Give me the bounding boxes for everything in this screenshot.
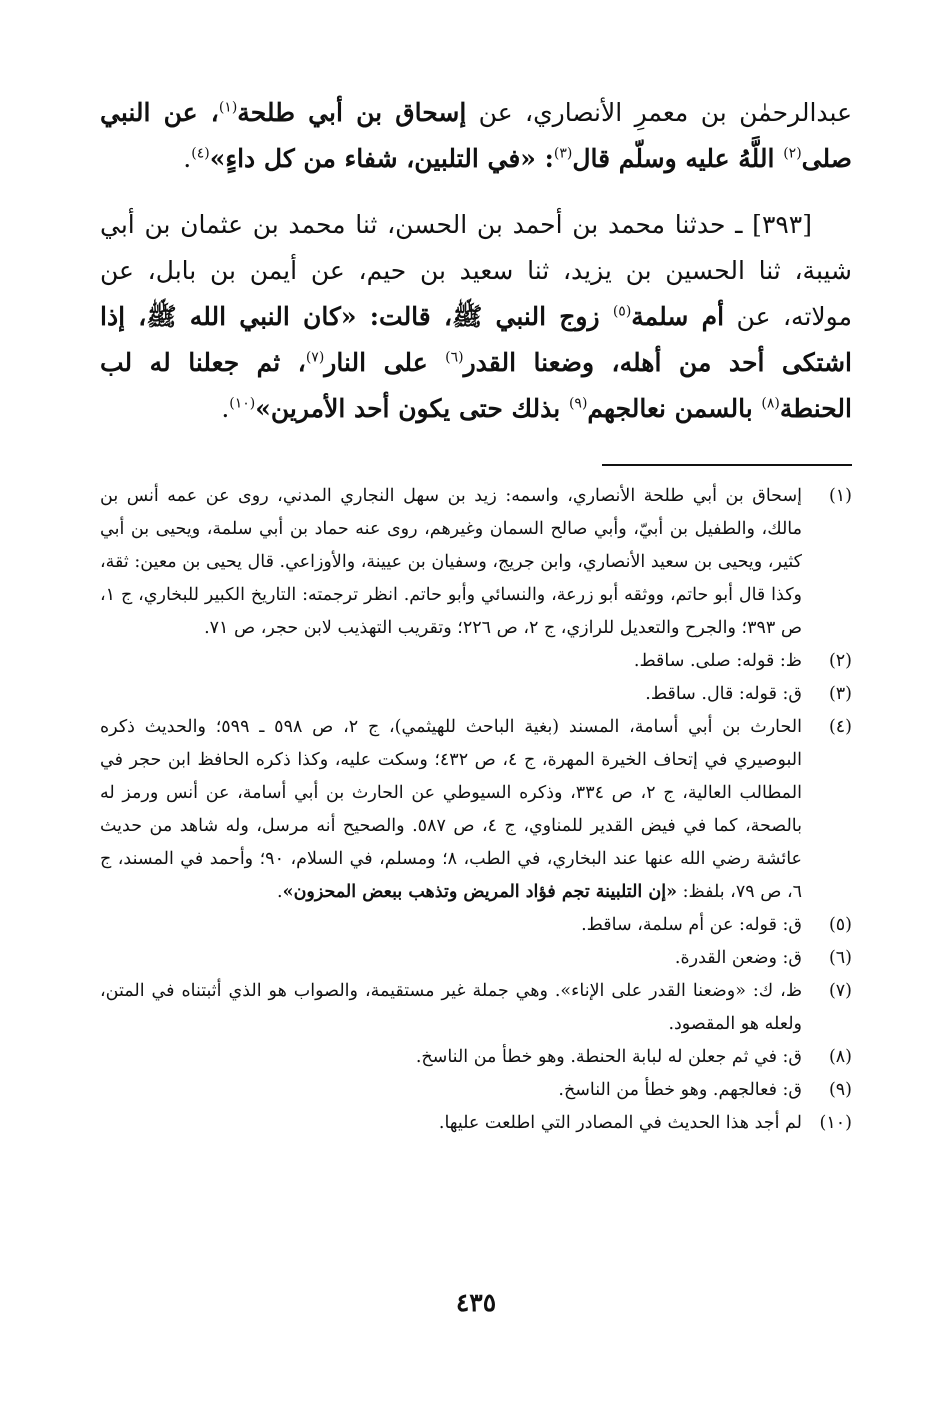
footnote-7 — [100, 975, 852, 1041]
isnad-text: [٣٩٣] ـ حدثنا محمد بن أحمد بن الحسن، ثنا محمد بن عثمان بن أبي شيبة، ثنا الحسين بن يزيد، ثنا سعيد بن حيم، عن أيمن بن بابل، عن مولاته، عن — [100, 210, 852, 331]
footnote-1 — [100, 480, 852, 645]
text-segment: . — [183, 144, 192, 173]
footnote-separator — [602, 464, 852, 466]
footnote-number: (٩) — [828, 1080, 852, 1100]
text-segment: عبدالرحمٰن بن معمرِ الأنصاري، عن — [466, 98, 852, 127]
footnote-ref-10: (١٠) — [229, 395, 256, 412]
footnote-9 — [100, 1074, 852, 1107]
hadith-text: بالسمن نعالجهم — [587, 394, 762, 423]
footnote-text: ق: قوله: عن أم سلمة، ساقط. — [581, 915, 802, 935]
footnote-number: (٨) — [828, 1047, 852, 1067]
hadith-quote: «إن التلبينة تجم فؤاد المريض وتذهب ببعض المحزون» — [282, 882, 678, 902]
footnote-number: (١٠) — [819, 1113, 852, 1133]
footnote-text-part: الحارث بن أبي أسامة، المسند (بغية الباحث للهيثمي)، ج ٢، ص ٥٩٨ ـ ٥٩٩؛ والحديث ذكره البوصيري في إتحاف الخيرة المهرة، ج ٤، ص ٤٣٢؛ وسكت عليه، وكذا ذكره الحافظ ابن حجر في المطالب العالية، ج ٢، ص ٣٣٤، وذكره السيوطي عن الحارث بن أبي أسامة، عن أنس ورمز له بالصحة، كما في فيض القدير للمناوي، ج ٤، ص ٥٨٧. والصحيح أنه مرسل، وله شاهد من حديث عائشة رضي الله عنها عند البخاري، في الطب، ٨؛ ومسلم، في السلام، ٩٠؛ وأحمد في المسند، ج ٦، ص ٧٩، بلفظ: — [100, 717, 802, 902]
footnote-8 — [100, 1041, 852, 1074]
text-segment: . — [221, 394, 230, 423]
footnote-text: ق: في ثم جعلن له لبابة الحنطة. وهو خطأ من الناسخ. — [415, 1047, 802, 1067]
footnote-ref-7: (٧) — [305, 349, 325, 366]
footnote-text: إسحاق بن أبي طلحة الأنصاري، واسمه: زيد بن سهل النجاري المدني، روى عن عمه أنس بن مالك، والطفيل بن أبيّ، وأبي صالح السمان وغيرهم، روى عنه حماد بن أبي سلمة، ويحيى بن أبي كثير، ويحيى بن سعيد الأنصاري، وابن جريج، وسفيان بن عيينة، والأوزاعي. قال يحيى بن معين: ثقة، وكذا قال أبو حاتم، ووثقه أبو زرعة، والنسائي وأبو حاتم. انظر ترجمته: التاريخ الكبير للبخاري، ج ١، ص ٣٩٣؛ والجرح والتعديل للرازي، ج ٢، ص ٢٢٦؛ وتقريب التهذيب لابن حجر، ص ٧١. — [100, 486, 802, 638]
hadith-text: : «في التلبين، شفاء من كل داءٍ» — [209, 144, 554, 173]
footnote-10 — [100, 1107, 852, 1140]
footnote-ref-3: (٣) — [553, 145, 573, 162]
footnote-number: (٥) — [828, 915, 852, 935]
footnote-6 — [100, 942, 852, 975]
hadith-text: بذلك حتى يكون أحد الأمرين» — [255, 394, 569, 423]
footnote-4 — [100, 711, 852, 909]
footnote-ref-1: (١) — [218, 99, 238, 116]
text-segment: ، عن النبي صلى — [100, 98, 852, 173]
footnote-text: ق: قوله: قال. ساقط. — [645, 684, 802, 704]
footnote-number: (٦) — [828, 948, 852, 968]
footnote-ref-8: (٨) — [761, 395, 780, 412]
footnote-text: ظ، ك: «وضعنا القدر على الإناء». وهي جملة غير مستقيمة، والصواب هو الذي أثبتناه في المتن، ولعله هو المقصود. — [100, 981, 802, 1034]
hadith-text: زوج النبي ﷺ، قالت: «كان النبي الله ﷺ، إذا اشتكى أحد من أهله، وضعنا القدر — [100, 302, 852, 377]
narrator-name: إسحاق بن أبي طلحة — [237, 98, 467, 127]
paragraph-1 — [100, 90, 852, 182]
footnote-2 — [100, 645, 852, 678]
footnote-number: (٣) — [828, 684, 852, 704]
hadith-text: على النار — [324, 348, 446, 377]
main-text — [100, 90, 852, 432]
footnote-5 — [100, 909, 852, 942]
page-number: ٤٣٥ — [455, 1288, 497, 1317]
footnotes — [100, 480, 852, 1140]
footnote-3 — [100, 678, 852, 711]
footnote-number: (١) — [828, 486, 852, 506]
footnote-text: ق: وضعن القدرة. — [674, 948, 802, 968]
text-segment: اللَّهُ عليه وسلّم قال — [572, 144, 784, 173]
footnote-ref-2: (٢) — [783, 145, 802, 162]
footnote-number: (٤) — [828, 717, 852, 737]
paragraph-2 — [100, 202, 852, 432]
footnote-number: (٧) — [828, 981, 852, 1001]
footnote-ref-4: (٤) — [191, 145, 210, 162]
footnote-text — [100, 711, 802, 909]
footnote-ref-9: (٩) — [568, 395, 588, 412]
footnote-number: (٢) — [828, 651, 852, 671]
footnote-ref-6: (٦) — [445, 349, 464, 366]
footnote-text-part: . — [277, 882, 283, 902]
hadith-text: ، ثم جعلنا له لب الحنطة — [100, 348, 852, 423]
narrator-name: أم سلمة — [631, 302, 725, 331]
footnote-ref-5: (٥) — [612, 303, 632, 320]
footnote-text: ظ: قوله: صلى. ساقط. — [633, 651, 802, 671]
footnote-text: لم أجد هذا الحديث في المصادر التي اطلعت عليها. — [438, 1113, 802, 1133]
footnote-text: ق: فعالجهم. وهو خطأ من الناسخ. — [558, 1080, 802, 1100]
